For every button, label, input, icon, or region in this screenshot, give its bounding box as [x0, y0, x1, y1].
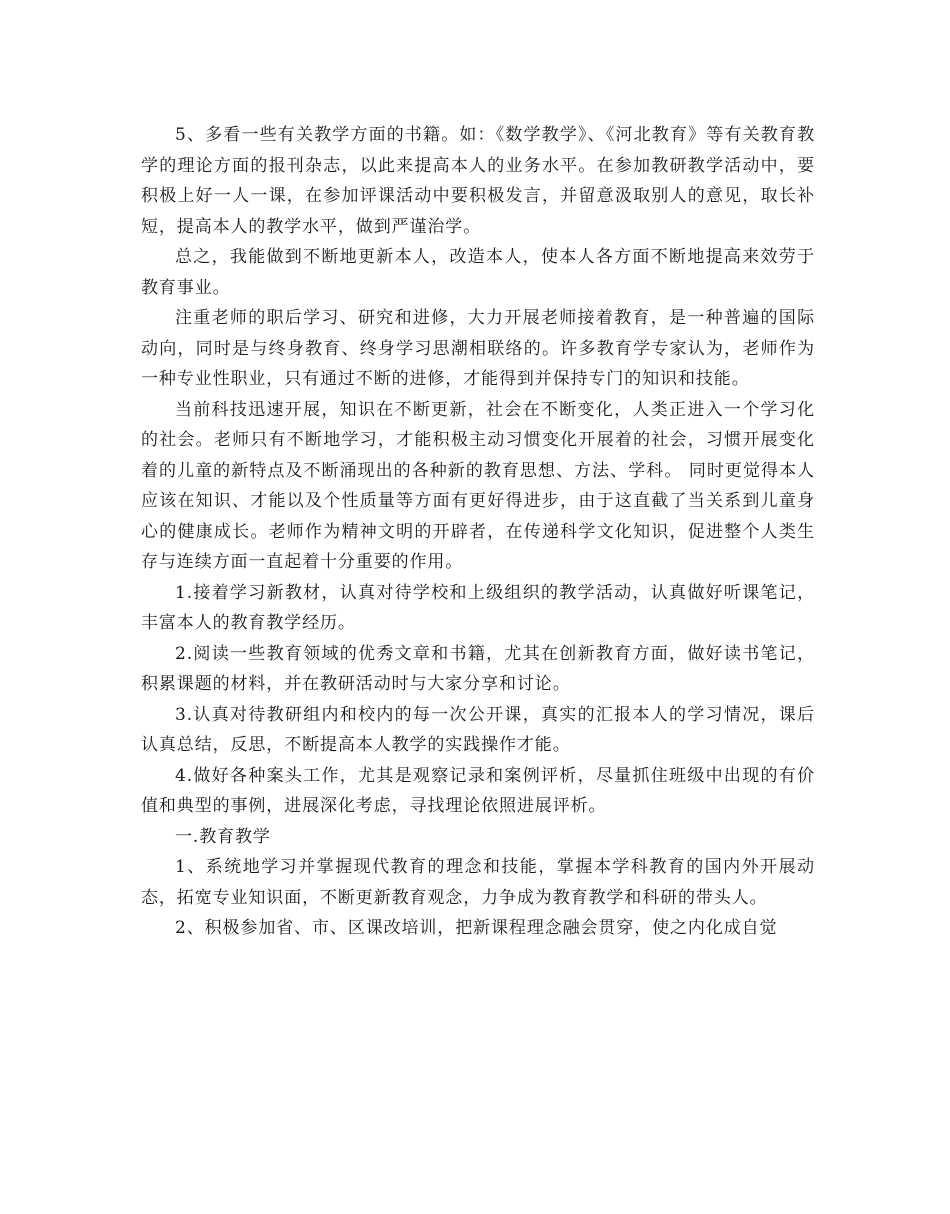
paragraph-learning-society: 当前科技迅速开展，知识在不断更新，社会在不断变化，人类正进入一个学习化的社会。老师只有不断地学习，才能积极主动习惯变化开展着的社会，习惯开展变化着的儿童的新特点及不断涌现出的各种新的教育思想、方法、学科。 同时更觉得本人应该在知识、才能以及个性质量等方面有更好得进步，由于这直截了当关系到儿童身心的健康成长。老师作为精神文明的开辟者，在传递科学文化知识，促进整个人类生存与连续方面一直起着十分重要的作用。	[141, 399, 815, 572]
section-heading-education-teaching: 一.教育教学	[175, 826, 271, 847]
paragraph-continuing-education: 注重老师的职后学习、研究和进修，大力开展老师接着教育，是一种普遍的国际动向，同时是与终身教育、终身学习思潮相联络的。许多教育学专家认为，老师作为一种专业性职业，只有通过不断的进修，才能得到并保持专门的知识和技能。	[141, 308, 815, 389]
document-body	[141, 120, 815, 944]
list-item-4: 4.做好各种案头工作，尤其是观察记录和案例评析，尽量抓住班级中出现的有价值和典型的事例，进展深化考虑，寻找理论依照进展评析。	[141, 765, 815, 816]
paragraph-summary: 总之，我能做到不断地更新本人，改造本人，使本人各方面不断地提高来效劳于教育事业。	[141, 247, 815, 298]
list-item-3: 3.认真对待教研组内和校内的每一次公开课，真实的汇报本人的学习情况，课后认真总结，反思，不断提高本人教学的实践操作才能。	[141, 704, 815, 755]
list-item-2: 2.阅读一些教育领域的优秀文章和书籍，尤其在创新教育方面，做好读书笔记，积累课题的材料，并在教研活动时与大家分享和讨论。	[141, 643, 815, 694]
list-item-1: 1.接着学习新教材，认真对待学校和上级组织的教学活动，认真做好听课笔记，丰富本人的教育教学经历。	[141, 582, 815, 633]
section-item-1: 1、系统地学习并掌握现代教育的理念和技能，掌握本学科教育的国内外开展动态，拓宽专业知识面，不断更新教育观念，力争成为教育教学和科研的带头人。	[141, 857, 815, 908]
section-item-2: 2、积极参加省、市、区课改培训，把新课程理念融会贯穿，使之内化成自觉	[175, 918, 778, 938]
paragraph-reading-books: 5、多看一些有关教学方面的书籍。如：《数学教学》、《河北教育》等有关教育教学的理论方面的报刊杂志，以此来提高本人的业务水平。在参加教研教学活动中，要积极上好一人一课，在参加评课活动中要积极发言，并留意汲取别人的意见，取长补短，提高本人的教学水平，做到严谨治学。	[141, 125, 815, 237]
